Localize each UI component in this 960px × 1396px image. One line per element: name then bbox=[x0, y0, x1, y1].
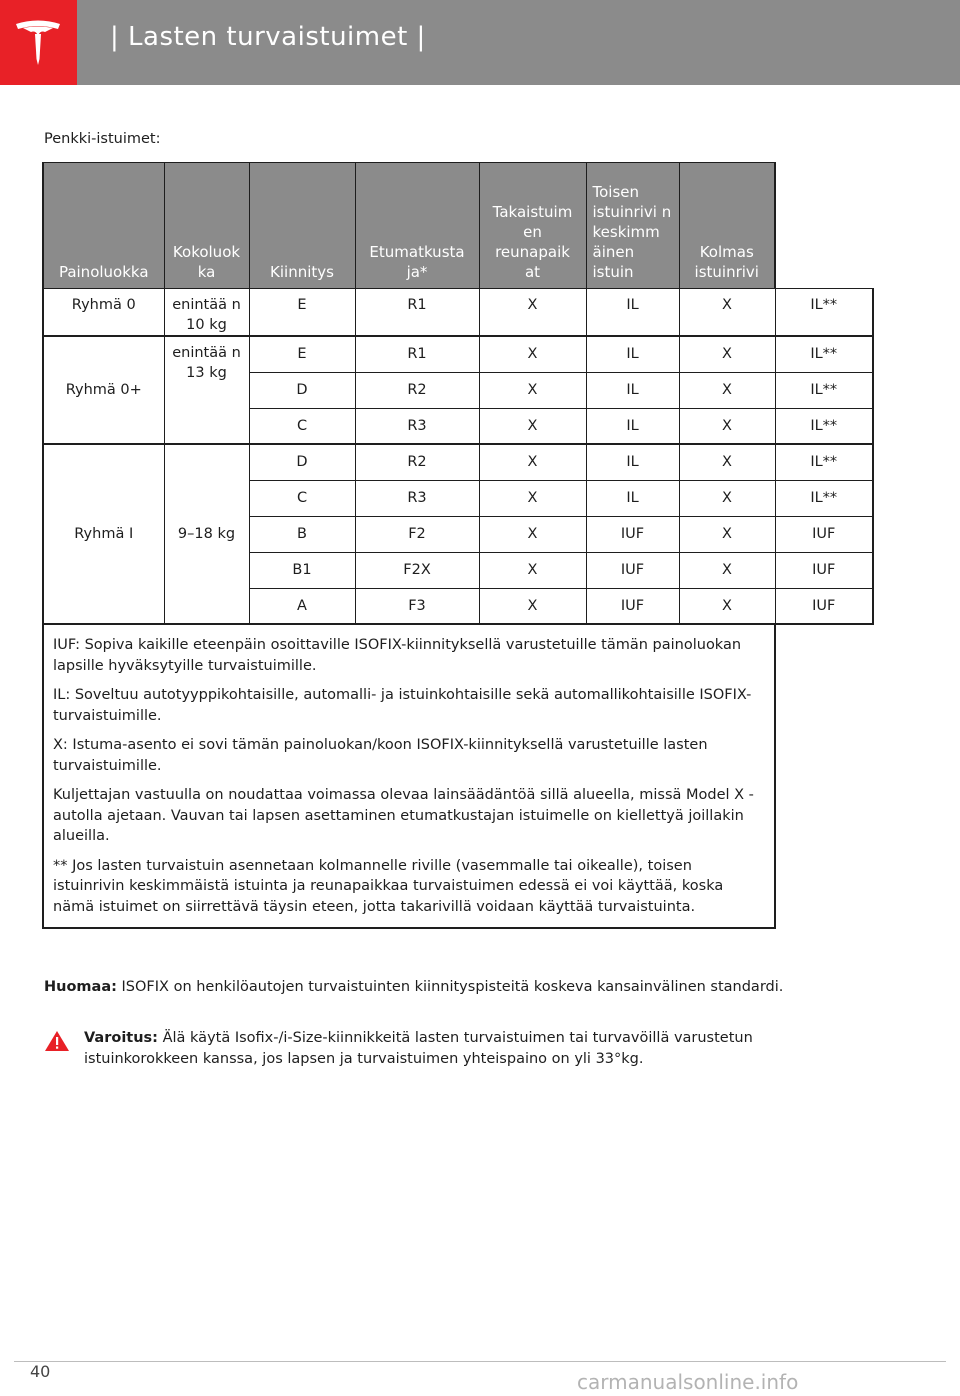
cell: IUF bbox=[586, 552, 679, 588]
cell: C bbox=[249, 480, 355, 516]
warning-text: Älä käytä Isofix-/i-Size-kiinnikkeitä lasten turvaistuimen tai turvavöillä varustetun istuinkorokkeen kanssa, jos lapsen ja turvaistuimen yhteispaino on yli 33°kg. bbox=[84, 1030, 753, 1067]
col-header-painoluokka: Painoluokka bbox=[43, 163, 164, 289]
warning-label: Varoitus: bbox=[84, 1030, 158, 1046]
cell: X bbox=[679, 552, 775, 588]
cell: A bbox=[249, 588, 355, 624]
table-row bbox=[43, 289, 873, 337]
cell: X bbox=[479, 588, 586, 624]
table-header-row bbox=[43, 163, 873, 289]
cell: IL** bbox=[775, 289, 873, 337]
cell: X bbox=[679, 444, 775, 480]
cell: X bbox=[679, 480, 775, 516]
col-header-kokoluokka: Kokoluok ka bbox=[164, 163, 249, 289]
isofix-table bbox=[42, 162, 874, 929]
cell: X bbox=[479, 444, 586, 480]
tesla-logo-icon bbox=[10, 15, 66, 71]
cell: IL bbox=[586, 444, 679, 480]
cell: IL bbox=[586, 336, 679, 372]
page-title: | Lasten turvaistuimet | bbox=[110, 22, 426, 52]
cell: X bbox=[479, 516, 586, 552]
col-header-etumatkustaja: Etumatkusta ja* bbox=[355, 163, 479, 289]
cell: R1 bbox=[355, 289, 479, 337]
cell: X bbox=[479, 336, 586, 372]
cell: IL** bbox=[775, 480, 873, 516]
table-intro: Penkki-istuimet: bbox=[44, 131, 161, 147]
page-number: 40 bbox=[30, 1362, 51, 1381]
col-header-toisen-istuinrivin-keskimmainen: Toisen istuinrivi n keskimm äinen istuin bbox=[586, 163, 679, 289]
cell: X bbox=[679, 289, 775, 337]
cell: X bbox=[479, 552, 586, 588]
note-label: Huomaa: bbox=[44, 979, 117, 995]
cell: IUF bbox=[775, 516, 873, 552]
cell: IUF bbox=[775, 588, 873, 624]
warning-paragraph bbox=[44, 1028, 864, 1070]
cell: F2X bbox=[355, 552, 479, 588]
note-paragraph bbox=[44, 977, 844, 998]
cell: IUF bbox=[586, 588, 679, 624]
note-iuf: IUF: Sopiva kaikille eteenpäin osoittaville ISOFIX-kiinnityksellä varustetuille tämän painoluokan lapsille hyväksytyille turvaistuimille. bbox=[53, 637, 742, 674]
group-name: Ryhmä 0+ bbox=[43, 336, 164, 444]
cell: X bbox=[479, 408, 586, 444]
cell: X bbox=[479, 480, 586, 516]
cell: X bbox=[679, 372, 775, 408]
cell: IL bbox=[586, 480, 679, 516]
col-header-takaistuimen-reunapaikat: Takaistuim en reunapaik at bbox=[479, 163, 586, 289]
cell: X bbox=[679, 588, 775, 624]
cell: R3 bbox=[355, 408, 479, 444]
cell: X bbox=[679, 516, 775, 552]
table-row bbox=[43, 444, 873, 480]
group-name: Ryhmä 0 bbox=[43, 289, 164, 337]
note-il: IL: Soveltuu autotyyppikohtaisille, automalli- ja istuinkohtaisille sekä automallikohtaisille ISOFIX-turvaistuimille. bbox=[53, 687, 752, 724]
note-x: X: Istuma-asento ei sovi tämän painoluokan/koon ISOFIX-kiinnityksellä varustetuille lasten turvaistuimille. bbox=[53, 737, 708, 774]
warning-triangle-icon bbox=[44, 1030, 70, 1052]
cell: E bbox=[249, 289, 355, 337]
col-header-kolmas-istuinrivi: Kolmas istuinrivi bbox=[679, 163, 775, 289]
cell: R1 bbox=[355, 336, 479, 372]
cell: B bbox=[249, 516, 355, 552]
table-notes bbox=[43, 624, 775, 928]
cell: B1 bbox=[249, 552, 355, 588]
cell: R3 bbox=[355, 480, 479, 516]
note-third-row: ** Jos lasten turvaistuin asennetaan kolmannelle riville (vasemmalle tai oikealle), toisen istuinrivin keskimmäistä istuinta ja reunapaikkaa turvaistuimen edessä ei voi käyttää, koska nämä istuimet on siirrettävä täysin eteen, jotta takarivillä voidaan käyttää turvaistuinta. bbox=[53, 857, 724, 915]
cell: E bbox=[249, 336, 355, 372]
cell: IL** bbox=[775, 336, 873, 372]
cell: F3 bbox=[355, 588, 479, 624]
cell: IL bbox=[586, 408, 679, 444]
cell: F2 bbox=[355, 516, 479, 552]
group-weight: 9–18 kg bbox=[164, 444, 249, 624]
cell: X bbox=[679, 336, 775, 372]
col-header-kiinnitys: Kiinnitys bbox=[249, 163, 355, 289]
cell: C bbox=[249, 408, 355, 444]
cell: D bbox=[249, 372, 355, 408]
cell: X bbox=[479, 372, 586, 408]
cell: IL bbox=[586, 372, 679, 408]
cell: D bbox=[249, 444, 355, 480]
group-name: Ryhmä I bbox=[43, 444, 164, 624]
cell: IUF bbox=[775, 552, 873, 588]
table-row bbox=[43, 336, 873, 372]
cell: IUF bbox=[586, 516, 679, 552]
table-notes-row bbox=[43, 624, 873, 928]
note-text: ISOFIX on henkilöautojen turvaistuinten kiinnityspisteitä koskeva kansainvälinen standardi. bbox=[116, 979, 784, 995]
footer-divider bbox=[14, 1361, 946, 1362]
watermark: carmanualsonline.info bbox=[577, 1370, 799, 1394]
cell: R2 bbox=[355, 444, 479, 480]
cell: IL** bbox=[775, 444, 873, 480]
cell: X bbox=[479, 289, 586, 337]
page-header bbox=[0, 0, 960, 85]
tesla-logo bbox=[0, 0, 77, 85]
cell: IL** bbox=[775, 408, 873, 444]
cell: IL** bbox=[775, 372, 873, 408]
cell: X bbox=[679, 408, 775, 444]
group-weight: enintää n 10 kg bbox=[164, 289, 249, 337]
cell: R2 bbox=[355, 372, 479, 408]
note-legal: Kuljettajan vastuulla on noudattaa voimassa olevaa lainsäädäntöä sillä alueella, missä Model X -autolla ajetaan. Vauvan tai lapsen asettaminen etumatkustajan istuimelle on kiellettyä joillakin alueilla. bbox=[53, 787, 754, 844]
cell: IL bbox=[586, 289, 679, 337]
group-weight: enintää n 13 kg bbox=[164, 336, 249, 444]
